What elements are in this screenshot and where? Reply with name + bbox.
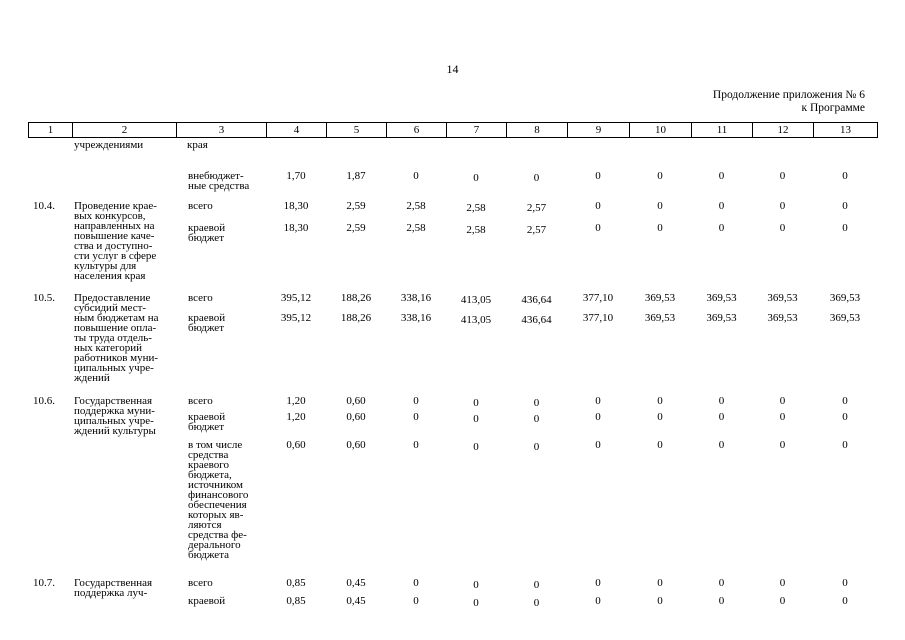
value-cell: 0,85 — [286, 595, 306, 607]
row-source: всего — [188, 395, 213, 407]
value-cell: 1,87 — [346, 170, 366, 182]
value-cell: 18,30 — [283, 200, 309, 212]
column-header-2: 2 — [73, 123, 177, 138]
value-cell: 0 — [473, 413, 479, 425]
value-cell: 0 — [779, 170, 786, 182]
value-cell: 0 — [842, 395, 848, 407]
value-cell: 0 — [718, 200, 725, 212]
value-cell: 0 — [657, 439, 663, 451]
value-cell: 0 — [779, 200, 786, 212]
value-cell: 0 — [842, 200, 848, 212]
value-cell: 0 — [595, 200, 601, 212]
value-cell: 0,45 — [346, 595, 366, 607]
value-cell: 0,60 — [346, 395, 366, 407]
value-cell: 2,58 — [466, 202, 486, 214]
row-name: Проведение крае- вых конкурсов, направленных на повышение каче- ства и доступно- сти услуг в сфере культуры для населения края — [74, 200, 157, 282]
column-header-1: 1 — [29, 123, 73, 138]
value-cell: 0 — [842, 595, 848, 607]
value-cell: 0 — [718, 595, 725, 607]
value-cell: 0 — [842, 411, 848, 423]
value-cell: 0 — [842, 170, 848, 182]
value-cell: 0 — [718, 222, 725, 234]
value-cell: 338,16 — [400, 312, 432, 324]
value-cell: 436,64 — [521, 294, 552, 306]
value-cell: 0 — [657, 411, 663, 423]
row-id: 10.4. — [33, 200, 55, 212]
value-cell: 0 — [779, 411, 786, 423]
value-cell: 0 — [473, 441, 479, 453]
value-cell: 0 — [657, 595, 663, 607]
value-cell: 0 — [779, 595, 786, 607]
value-cell: 369,53 — [829, 292, 861, 304]
value-cell: 0,60 — [346, 439, 366, 451]
column-header-7: 7 — [447, 123, 507, 138]
value-cell: 0 — [473, 397, 479, 409]
value-cell: 338,16 — [400, 292, 432, 304]
row-source: в том числе средства краевого бюджета, источником финансового обеспечения которых яв- ляются средства фе- дерального бюджета — [188, 439, 249, 561]
column-header-3: 3 — [177, 123, 267, 138]
row-name: Государственная поддержка муни- ципальных учре- ждений культуры — [74, 395, 156, 437]
continuation-line-1: Продолжение приложения № 6 — [712, 89, 865, 101]
value-cell: 0 — [413, 395, 419, 407]
value-cell: 2,58 — [466, 224, 486, 236]
page-number: 14 — [446, 62, 459, 76]
value-cell: 369,53 — [644, 312, 676, 324]
value-cell: 0 — [595, 595, 601, 607]
column-header-5: 5 — [327, 123, 387, 138]
row-name: Предоставление субсидий мест- ным бюджетам на повышение опла- ты труда отдель- ных категорий работников муни- ципальных учре- ждений — [74, 292, 159, 384]
value-cell: 188,26 — [340, 312, 372, 324]
value-cell: 369,53 — [767, 292, 798, 304]
row-source: внебюджет- ные средства — [188, 170, 250, 192]
value-cell: 0 — [413, 411, 419, 423]
value-cell: 395,12 — [280, 312, 312, 324]
value-cell: 0 — [473, 597, 479, 609]
value-cell: 0 — [779, 577, 786, 589]
value-cell: 2,57 — [526, 202, 547, 214]
column-header-8: 8 — [507, 123, 568, 138]
value-cell: 0,60 — [346, 411, 366, 423]
value-cell: 0 — [657, 200, 663, 212]
value-cell: 0 — [533, 397, 540, 409]
value-cell: 369,53 — [829, 312, 861, 324]
row-source: краевой бюджет — [188, 312, 226, 334]
value-cell: 0 — [595, 411, 601, 423]
value-cell: 1,20 — [286, 411, 306, 423]
column-header-12: 12 — [753, 123, 814, 138]
row-source: всего — [188, 292, 213, 304]
value-cell: 0 — [718, 395, 725, 407]
appendix-continuation-note — [713, 89, 865, 115]
value-cell: 2,57 — [526, 224, 547, 236]
column-header-4: 4 — [267, 123, 327, 138]
value-cell: 0 — [779, 222, 786, 234]
value-cell: 0 — [718, 577, 725, 589]
continuation-line-2: к Программе — [801, 102, 865, 114]
value-cell: 188,26 — [340, 292, 372, 304]
value-cell: 2,59 — [346, 200, 366, 212]
value-cell: 0 — [473, 579, 479, 591]
value-cell: 0,60 — [286, 439, 306, 451]
value-cell: 413,05 — [460, 314, 492, 326]
value-cell: 0 — [533, 441, 540, 453]
value-cell: 0 — [413, 577, 419, 589]
value-cell: 369,53 — [767, 312, 798, 324]
value-cell: 0 — [657, 395, 663, 407]
value-cell: 0 — [595, 395, 601, 407]
value-cell: 0 — [718, 411, 725, 423]
value-cell: 369,53 — [644, 292, 676, 304]
value-cell: 395,12 — [280, 292, 312, 304]
column-header-10: 10 — [630, 123, 692, 138]
row-id: 10.5. — [33, 292, 55, 304]
value-cell: 0 — [533, 579, 540, 591]
value-cell: 0 — [779, 395, 786, 407]
value-cell: 0 — [413, 595, 419, 607]
value-cell: 413,05 — [460, 294, 492, 306]
value-cell: 0 — [842, 222, 848, 234]
value-cell: 0 — [595, 439, 601, 451]
value-cell: 369,53 — [706, 292, 737, 304]
value-cell: 2,59 — [346, 222, 366, 234]
column-header-6: 6 — [387, 123, 447, 138]
carry-over-name: учреждениями — [74, 139, 144, 151]
value-cell: 2,58 — [406, 222, 426, 234]
value-cell: 377,10 — [582, 312, 614, 324]
value-cell: 1,70 — [286, 170, 306, 182]
value-cell: 0 — [533, 413, 540, 425]
row-name: Государственная поддержка луч- — [74, 577, 153, 599]
row-source: краевой — [188, 595, 226, 607]
table-header-row — [28, 122, 878, 138]
value-cell: 369,53 — [706, 312, 737, 324]
row-id: 10.6. — [33, 395, 55, 407]
value-cell: 436,64 — [521, 314, 552, 326]
value-cell: 18,30 — [283, 222, 309, 234]
column-header-9: 9 — [568, 123, 630, 138]
value-cell: 0 — [842, 577, 848, 589]
value-cell: 0 — [413, 439, 419, 451]
value-cell: 0 — [533, 597, 540, 609]
row-source: всего — [188, 200, 213, 212]
column-header-13: 13 — [814, 123, 878, 138]
value-cell: 0 — [595, 222, 601, 234]
value-cell: 377,10 — [582, 292, 614, 304]
row-source: всего — [188, 577, 213, 589]
row-source: краевой бюджет — [188, 222, 226, 244]
value-cell: 0 — [595, 577, 601, 589]
column-header-11: 11 — [692, 123, 753, 138]
value-cell: 0 — [413, 170, 419, 182]
value-cell: 0 — [718, 170, 725, 182]
row-source: краевой бюджет — [188, 411, 226, 433]
row-id: 10.7. — [33, 577, 55, 589]
value-cell: 0,45 — [346, 577, 366, 589]
value-cell: 0 — [657, 577, 663, 589]
value-cell: 0 — [595, 170, 601, 182]
value-cell: 0 — [657, 170, 663, 182]
value-cell: 0 — [473, 172, 479, 184]
value-cell: 0,85 — [286, 577, 306, 589]
value-cell: 0 — [718, 439, 725, 451]
value-cell: 1,20 — [286, 395, 306, 407]
value-cell: 0 — [842, 439, 848, 451]
carry-over-source: края — [187, 139, 208, 151]
value-cell: 2,58 — [406, 200, 426, 212]
value-cell: 0 — [533, 172, 540, 184]
value-cell: 0 — [657, 222, 663, 234]
value-cell: 0 — [779, 439, 786, 451]
